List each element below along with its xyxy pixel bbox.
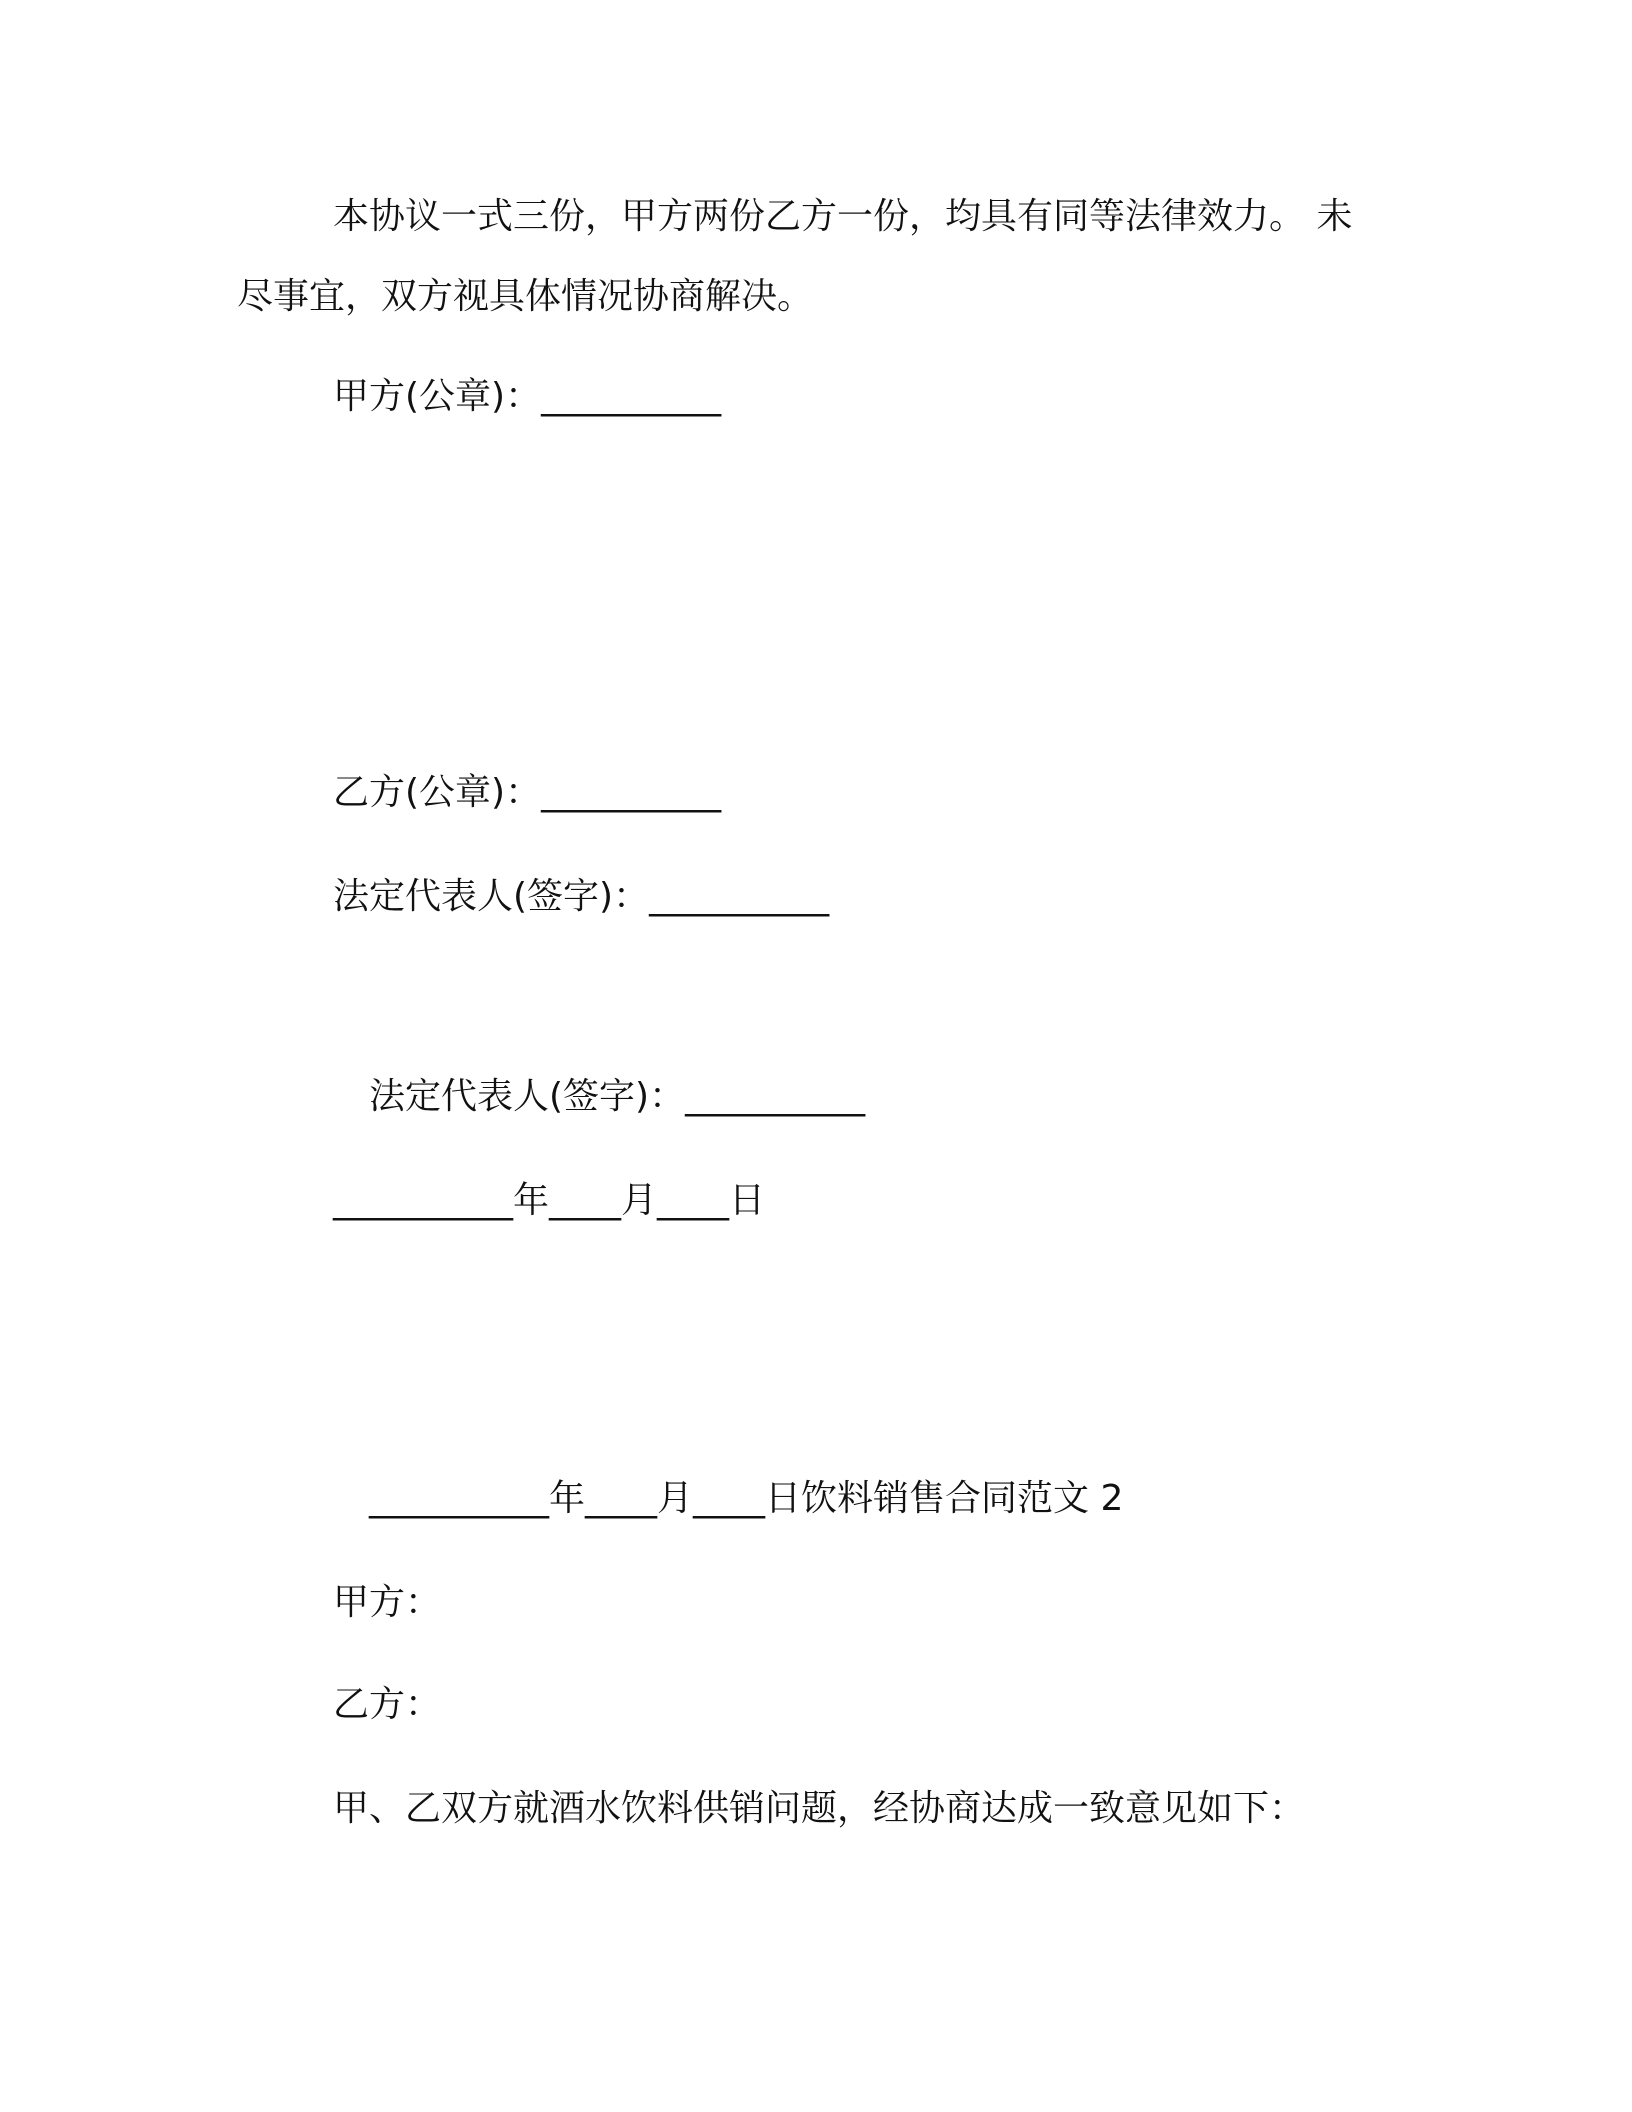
contract-2-party-a: 甲方： [333,1582,442,1623]
contract-2-party-b: 乙方： [333,1684,442,1725]
closing-paragraph-line-1: 本协议一式三份，甲方两份乙方一份，均具有同等法律效力。 未 [333,196,1353,237]
legal-representative-signature-line-1: 法定代表人(签字)：__________ [333,876,830,917]
party-b-seal-line: 乙方(公章)：__________ [333,772,722,813]
closing-paragraph-line-2: 尽事宜，双方视具体情况协商解决。 [237,276,814,317]
contract-2-title: __________年____月____日饮料销售合同范文 2 [369,1478,1124,1519]
party-a-seal-line: 甲方(公章)：__________ [333,376,722,417]
legal-representative-signature-line-2: 法定代表人(签字)：__________ [369,1076,866,1117]
date-line: __________年____月____日 [333,1180,765,1221]
contract-2-intro: 甲、乙双方就酒水饮料供销问题，经协商达成一致意见如下： [333,1788,1306,1829]
